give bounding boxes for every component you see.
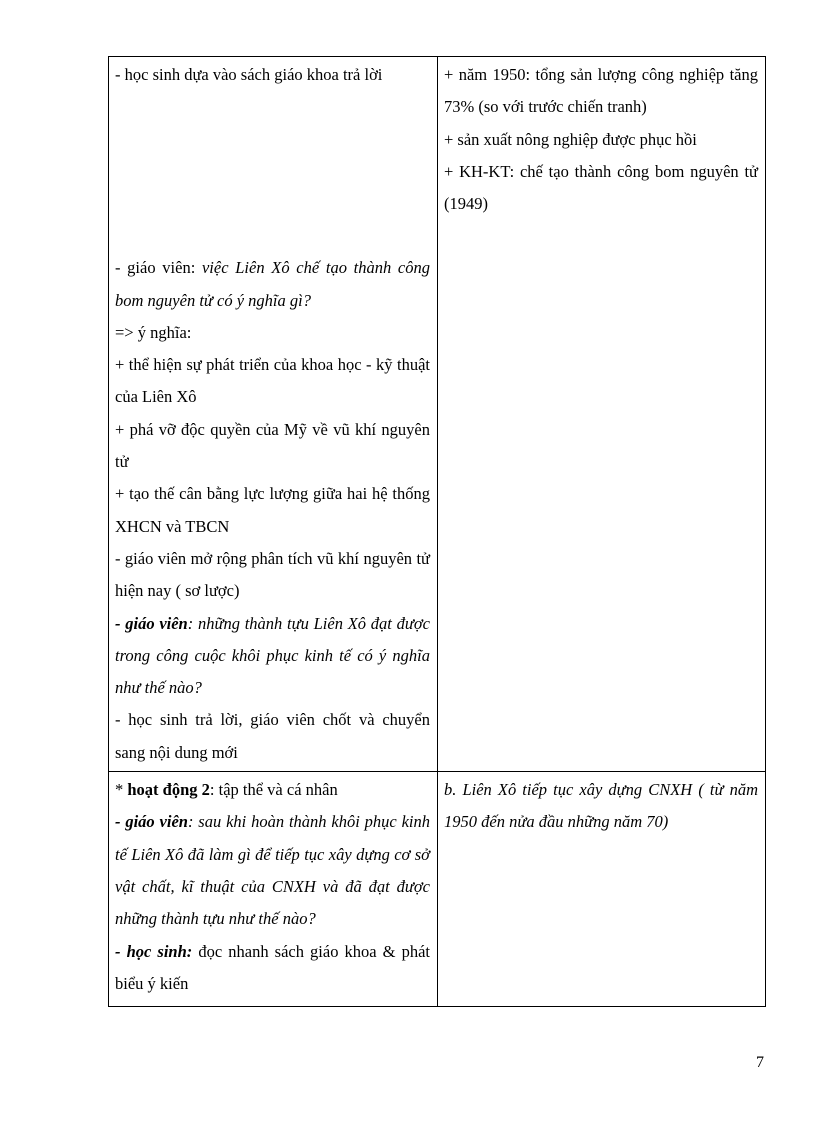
meaning-point-2: + phá vỡ độc quyền của Mỹ về vũ khí nguyên tử — [115, 419, 430, 472]
student-answer-text: - học sinh dựa vào sách giáo khoa trả lời — [115, 65, 383, 84]
content-cell — [438, 57, 766, 772]
table-row — [109, 57, 766, 772]
question-text: : những thành tựu Liên Xô đạt được trong công cuộc khôi phục kinh tế có ý nghĩa như thế nào? — [115, 613, 430, 698]
activity-cell — [109, 57, 438, 772]
teacher-label: - giáo viên: — [115, 258, 202, 278]
blank-space — [115, 91, 430, 252]
question-text: việc Liên Xô chế tạo thành công bom nguyên tử có ý nghĩa gì? — [115, 258, 430, 310]
achievement-agriculture: + sản xuất nông nghiệp được phục hồi — [444, 129, 697, 149]
student-task: - học sinh: đọc nhanh sách giáo khoa & phát biểu ý kiến — [115, 941, 430, 993]
achievement-science: + KH-KT: chế tạo thành công bom nguyên tử (1949) — [444, 161, 758, 214]
meaning-point-1: + thể hiện sự phát triển của khoa học - kỹ thuật của Liên Xô — [115, 355, 430, 407]
question-text: : sau khi hoàn thành khôi phục kinh tế Liên Xô đã làm gì để tiếp tục xây dựng cơ sở vật chất, kĩ thuật của CNXH và đã đạt được những thành tựu như thế nào? — [115, 812, 430, 929]
section-heading: b. Liên Xô tiếp tục xây dựng CNXH ( từ năm 1950 đến nửa đầu những năm 70) — [444, 780, 758, 832]
meaning-heading: => ý nghĩa: — [115, 322, 192, 342]
activity-heading: * hoạt động 2: tập thể và cá nhân — [115, 780, 338, 800]
teacher-extension: - giáo viên mở rộng phân tích vũ khí nguyên tử hiện nay ( sơ lược) — [115, 548, 430, 601]
table-row — [109, 772, 766, 1007]
activity-label: hoạt động 2 — [127, 780, 210, 800]
teacher-question — [115, 252, 430, 317]
meaning-point-3: + tạo thế cân bằng lực lượng giữa hai hệ thống XHCN và TBCN — [115, 484, 430, 536]
lesson-table — [108, 56, 766, 1007]
content-cell — [438, 772, 766, 1007]
achievement-industry: + năm 1950: tổng sản lượng công nghiệp tăng 73% (so với trước chiến tranh) — [444, 65, 758, 117]
teacher-label: - giáo viên — [115, 613, 188, 633]
student-label: - học sinh: — [115, 941, 193, 961]
teacher-label: - giáo viên — [115, 812, 188, 832]
wrap-up-text: - học sinh trả lời, giáo viên chốt và chuyển sang nội dung mới — [115, 710, 430, 762]
page-number: 7 — [756, 1054, 764, 1071]
teacher-question-3 — [115, 806, 430, 935]
activity-cell — [109, 772, 438, 1007]
teacher-question-2 — [115, 608, 430, 705]
